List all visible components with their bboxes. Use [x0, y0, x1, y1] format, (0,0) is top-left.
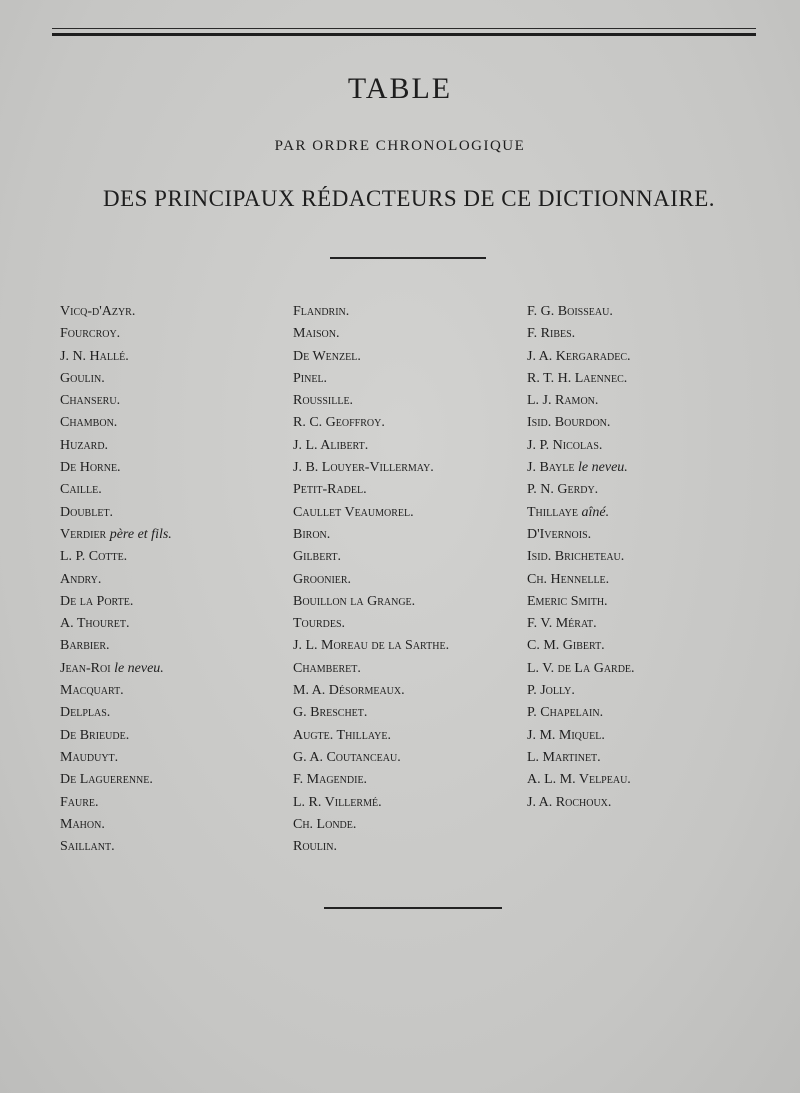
author-name: Jean-Roi — [60, 660, 111, 676]
author-entry — [60, 702, 172, 724]
author-entry — [527, 479, 635, 501]
author-qualifier: père et fils. — [109, 526, 172, 542]
author-entry — [527, 412, 635, 434]
author-name: Mahon. — [60, 816, 105, 832]
author-entry — [60, 546, 172, 568]
bottom-divider — [324, 907, 502, 909]
author-name: De Wenzel. — [293, 348, 361, 364]
author-entry — [60, 502, 172, 524]
author-name: Mauduyt. — [60, 749, 119, 765]
author-name: Pinel. — [293, 370, 328, 386]
author-name: G. A. Coutanceau. — [293, 749, 401, 765]
author-entry — [293, 635, 449, 657]
author-name: G. Breschet. — [293, 705, 368, 721]
author-entry — [527, 346, 635, 368]
author-name: Doublet. — [60, 504, 114, 520]
author-entry — [527, 792, 635, 814]
author-name: L. Martinet. — [527, 749, 601, 765]
author-name: Goulin. — [60, 370, 105, 386]
author-entry — [293, 680, 449, 702]
author-entry — [293, 702, 449, 724]
author-name: Augte. Thillaye. — [293, 727, 391, 743]
author-name: Ch. Londe. — [293, 816, 357, 832]
author-name: Saillant. — [60, 839, 115, 855]
author-name: J. L. Moreau de la Sarthe. — [293, 638, 450, 654]
author-name: Chamberet. — [293, 660, 361, 676]
author-name: R. C. Geoffroy. — [293, 415, 385, 431]
top-double-rule — [52, 28, 756, 38]
author-entry — [60, 591, 172, 613]
author-name: P. Chapelain. — [527, 705, 604, 721]
author-name: Delplas. — [60, 705, 111, 721]
author-name: L. J. Ramon. — [527, 393, 599, 409]
author-qualifier: le neveu. — [114, 660, 164, 676]
author-name: P. Jolly. — [527, 683, 575, 699]
author-entry — [60, 747, 172, 769]
author-entry — [527, 769, 635, 791]
author-entry — [527, 390, 635, 412]
author-name: De Brieude. — [60, 727, 130, 743]
author-name: M. A. Désormeaux. — [293, 683, 405, 699]
author-entry — [60, 390, 172, 412]
author-entry — [60, 479, 172, 501]
author-entry — [293, 457, 449, 479]
author-entry — [527, 457, 635, 479]
author-entry — [60, 301, 172, 323]
author-entry — [60, 323, 172, 345]
author-entry — [527, 435, 635, 457]
author-entry — [293, 323, 449, 345]
authors-column-3 — [527, 301, 635, 814]
author-entry — [60, 457, 172, 479]
author-entry — [293, 769, 449, 791]
author-entry — [293, 814, 449, 836]
author-name: Chanseru. — [60, 393, 121, 409]
author-entry — [527, 546, 635, 568]
author-name: Fourcroy. — [60, 326, 121, 342]
author-name: Ch. Hennelle. — [527, 571, 610, 587]
author-entry — [293, 747, 449, 769]
author-qualifier: aîné. — [581, 504, 610, 520]
author-entry — [293, 725, 449, 747]
author-name: P. N. Gerdy. — [527, 482, 599, 498]
author-name: Roulin. — [293, 839, 337, 855]
author-entry — [527, 680, 635, 702]
author-name: L. P. Cotte. — [60, 549, 128, 565]
top-thick-rule — [52, 33, 756, 36]
author-name: R. T. H. Laennec. — [527, 370, 628, 386]
author-entry — [293, 658, 449, 680]
author-entry — [60, 769, 172, 791]
author-name: C. M. Gibert. — [527, 638, 605, 654]
author-name: Emeric Smith. — [527, 593, 608, 609]
author-name: Roussille. — [293, 393, 354, 409]
author-entry — [293, 435, 449, 457]
author-name: J. B. Louyer-Villermay. — [293, 460, 434, 476]
author-entry — [527, 725, 635, 747]
author-name: Caille. — [60, 482, 102, 498]
author-entry — [527, 591, 635, 613]
author-entry — [60, 814, 172, 836]
author-entry — [527, 368, 635, 390]
heading-divider — [330, 257, 486, 259]
author-name: De la Porte. — [60, 593, 134, 609]
author-entry — [60, 635, 172, 657]
top-thin-rule — [52, 28, 756, 29]
author-name: Huzard. — [60, 437, 109, 453]
author-name: A. Thouret. — [60, 616, 130, 632]
author-name: J. A. Rochoux. — [527, 794, 612, 810]
author-name: Isid. Bricheteau. — [527, 549, 625, 565]
author-name: Groonier. — [293, 571, 352, 587]
author-name: F. V. Mérat. — [527, 616, 597, 632]
author-entry — [527, 323, 635, 345]
page-heading: DES PRINCIPAUX RÉDACTEURS DE CE DICTIONNAIRE. — [102, 186, 715, 211]
author-name: De Laguerenne. — [60, 772, 153, 788]
author-name: J. M. Miquel. — [527, 727, 605, 743]
author-name: Verdier — [60, 526, 107, 542]
author-entry — [293, 546, 449, 568]
author-name: Vicq-d'Azyr. — [60, 304, 136, 319]
author-name: A. L. M. Velpeau. — [527, 772, 631, 788]
author-name: Biron. — [293, 526, 331, 542]
author-entry — [293, 368, 449, 390]
author-entry — [293, 412, 449, 434]
author-name: Andry. — [60, 571, 102, 587]
author-entry — [293, 479, 449, 501]
author-entry — [60, 680, 172, 702]
author-name: J. P. Nicolas. — [527, 437, 603, 453]
author-name: Tourdes. — [293, 616, 346, 632]
author-entry — [293, 346, 449, 368]
author-entry — [60, 524, 172, 546]
author-entry — [60, 725, 172, 747]
author-name: F. G. Boisseau. — [527, 304, 613, 319]
author-name: Thillaye — [527, 504, 578, 520]
author-name: J. L. Alibert. — [293, 437, 369, 453]
author-name: Maison. — [293, 326, 340, 342]
author-name: Caullet Veaumorel. — [293, 504, 414, 520]
author-entry — [293, 569, 449, 591]
author-entry — [60, 569, 172, 591]
author-name: F. Magendie. — [293, 772, 368, 788]
author-entry — [293, 502, 449, 524]
author-name: De Horne. — [60, 460, 121, 476]
author-name: Bouillon la Grange. — [293, 593, 416, 609]
author-name: Petit-Radel. — [293, 482, 367, 498]
author-entry — [60, 613, 172, 635]
author-entry — [60, 368, 172, 390]
author-name: Chambon. — [60, 415, 118, 431]
author-entry — [293, 591, 449, 613]
page-title: TABLE — [347, 72, 453, 105]
author-name: Barbier. — [60, 638, 110, 654]
author-entry — [60, 412, 172, 434]
author-name: J. N. Hallé. — [60, 348, 129, 364]
author-entry — [293, 792, 449, 814]
author-name: Flandrin. — [293, 304, 350, 319]
authors-column-1 — [60, 301, 172, 858]
author-name: L. V. de La Garde. — [527, 660, 635, 676]
author-entry — [527, 524, 635, 546]
author-entry — [60, 435, 172, 457]
author-entry — [527, 635, 635, 657]
author-entry — [527, 702, 635, 724]
author-entry — [527, 658, 635, 680]
author-entry — [293, 613, 449, 635]
author-entry — [527, 569, 635, 591]
authors-column-2 — [293, 301, 449, 858]
author-qualifier: le neveu. — [578, 460, 628, 476]
author-name: L. R. Villermé. — [293, 794, 382, 810]
page-subtitle: PAR ORDRE CHRONOLOGIQUE — [274, 138, 526, 154]
author-name: Isid. Bourdon. — [527, 415, 611, 431]
author-name: Macquart. — [60, 683, 124, 699]
author-entry — [293, 301, 449, 323]
author-entry — [293, 836, 449, 858]
author-entry — [60, 346, 172, 368]
author-entry — [60, 836, 172, 858]
author-entry — [293, 390, 449, 412]
author-name: Faure. — [60, 794, 99, 810]
author-entry — [527, 747, 635, 769]
author-name: J. Bayle — [527, 460, 575, 476]
author-name: Gilbert. — [293, 549, 342, 565]
author-entry — [527, 613, 635, 635]
author-name: F. Ribes. — [527, 326, 576, 342]
author-entry — [527, 301, 635, 323]
author-entry — [293, 524, 449, 546]
author-entry — [527, 502, 635, 524]
author-entry — [60, 792, 172, 814]
author-name: J. A. Kergaradec. — [527, 348, 631, 364]
author-name: D'Ivernois. — [527, 526, 592, 542]
author-entry — [60, 658, 172, 680]
